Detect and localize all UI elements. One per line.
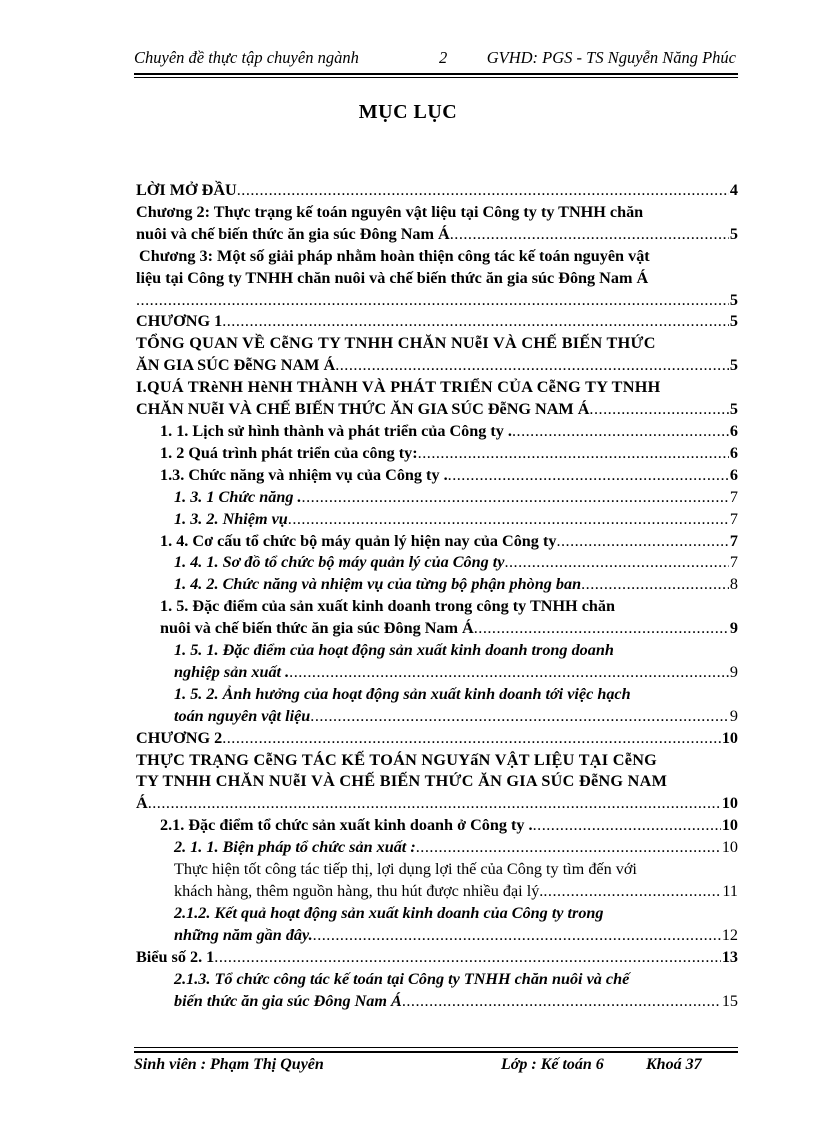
- page-header: [134, 48, 738, 70]
- toc-entry[interactable]: LỜI MỞ ĐẦU ..... 4: [136, 180, 738, 202]
- table-of-contents: [136, 180, 738, 1012]
- toc-entry[interactable]: CHƯƠNG 2 ..... 10: [136, 728, 738, 750]
- toc-entry[interactable]: 1. 5. 1. Đặc điểm của hoạt động sản xuất kinh doanh trong doanh nghiệp sản xuất . ..... 9: [136, 640, 738, 684]
- toc-entry[interactable]: 2.1.3. Tổ chức công tác kế toán tại Công ty TNHH chăn nuôi và chế biến thức ăn gia súc Đông Nam Á ..... 15: [136, 969, 738, 1013]
- page-footer: [134, 1056, 738, 1078]
- toc-entry[interactable]: 1. 4. Cơ cấu tổ chức bộ máy quản lý hiện nay của Công ty ..... 7: [136, 531, 738, 553]
- toc-entry[interactable]: THỰC TRẠNG CễNG TÁC KẾ TOÁN NGUYấN VẬT LIỆU TẠI CễNG TY TNHH CHĂN NUễI VÀ CHẾ BIẾN THỨC ĂN GIA SÚC ĐễNG NAM Á ..... 10: [136, 750, 738, 816]
- toc-entry[interactable]: 1.3. Chức năng và nhiệm vụ của Công ty . ..... 6: [136, 465, 738, 487]
- toc-entry[interactable]: I.QUÁ TRèNH HèNH THÀNH VÀ PHÁT TRIỂN CỦA CễNG TY TNHH CHĂN NUễI VÀ CHẾ BIẾN THỨC ĂN GIA SÚC ĐễNG NAM Á ..... 5: [136, 377, 738, 421]
- toc-entry[interactable]: 1. 2 Quá trình phát triển của công ty: ..... 6: [136, 443, 738, 465]
- toc-entry[interactable]: 1. 3. 1 Chức năng . ..... 7: [136, 487, 738, 509]
- header-document-type: Chuyên đề thực tập chuyên ngành: [134, 48, 359, 67]
- toc-entry[interactable]: 1. 5. Đặc điểm của sản xuất kinh doanh trong công ty TNHH chăn nuôi và chế biến thức ăn gia súc Đông Nam Á ..... 9: [136, 596, 738, 640]
- footer-class: Lớp : Kế toán 6: [501, 1056, 604, 1073]
- footer-rule-thin: [134, 1047, 738, 1048]
- footer-student: Sinh viên : Phạm Thị Quyên: [134, 1056, 324, 1073]
- header-supervisor: GVHD: PGS - TS Nguyễn Năng Phúc: [486, 48, 736, 67]
- toc-entry[interactable]: 2. 1. 1. Biện pháp tổ chức sản xuất : ..... 10: [136, 837, 738, 859]
- toc-entry[interactable]: 1. 4. 1. Sơ đồ tổ chức bộ máy quản lý của Công ty ..... 7: [136, 552, 738, 574]
- header-page-number: 2: [439, 48, 448, 67]
- toc-entry[interactable]: Thực hiện tốt công tác tiếp thị, lợi dụng lợi thế của Công ty tìm đến với khách hàng, thêm nguồn hàng, thu hút được nhiều đại lý. ..... 11: [136, 859, 738, 903]
- header-rule-thin: [134, 77, 738, 78]
- toc-entry[interactable]: 1. 1. Lịch sử hình thành và phát triển của Công ty . ..... 6: [136, 421, 738, 443]
- header-rule-thick: [134, 73, 738, 75]
- toc-entry[interactable]: 1. 3. 2. Nhiệm vụ ..... 7: [136, 509, 738, 531]
- toc-entry[interactable]: 2.1. Đặc điểm tổ chức sản xuất kinh doanh ở Công ty . ..... 10: [136, 815, 738, 837]
- footer-rule-thick: [134, 1051, 738, 1053]
- toc-entry[interactable]: Biểu số 2. 1 ..... 13: [136, 947, 738, 969]
- page-title: MỤC LỤC: [358, 101, 458, 123]
- toc-entry[interactable]: 2.1.2. Kết quả hoạt động sản xuất kinh doanh của Công ty trong những năm gần đây. ..... 12: [136, 903, 738, 947]
- toc-entry[interactable]: CHƯƠNG 1 ..... 5: [136, 311, 738, 333]
- footer-course: Khoá 37: [646, 1056, 702, 1073]
- toc-entry[interactable]: TỔNG QUAN VỀ CễNG TY TNHH CHĂN NUễI VÀ CHẾ BIẾN THỨC ĂN GIA SÚC ĐễNG NAM Á ..... 5: [136, 333, 738, 377]
- toc-entry[interactable]: 1. 4. 2. Chức năng và nhiệm vụ của từng bộ phận phòng ban ..... 8: [136, 574, 738, 596]
- toc-entry[interactable]: 1. 5. 2. Ảnh hưởng của hoạt động sản xuất kinh doanh tới việc hạch toán nguyên vật liệu ..... 9: [136, 684, 738, 728]
- toc-entry[interactable]: Chương 3: Một số giải pháp nhằm hoàn thiện công tác kế toán nguyên vật liệu tại Công ty TNHH chăn nuôi và chế biến thức ăn gia súc Đông Nam Á ..... 5: [136, 246, 738, 312]
- toc-entry[interactable]: Chương 2: Thực trạng kế toán nguyên vật liệu tại Công ty ty TNHH chăn nuôi và chế biến thức ăn gia súc Đông Nam Á ..... 5: [136, 202, 738, 246]
